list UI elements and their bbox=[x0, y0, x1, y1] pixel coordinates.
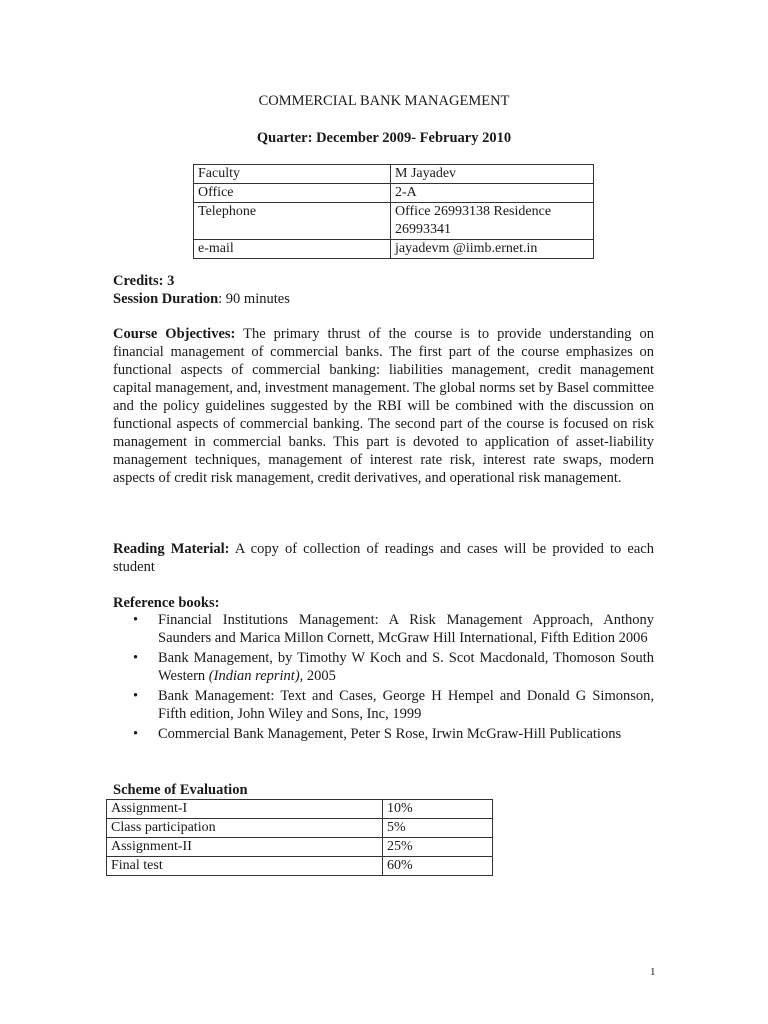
table-cell-label: Telephone bbox=[194, 203, 391, 240]
faculty-info-table bbox=[193, 164, 594, 259]
table-row bbox=[194, 165, 594, 184]
eval-item: Final test bbox=[107, 857, 383, 876]
table-cell-label: e-mail bbox=[194, 240, 391, 259]
table-row bbox=[107, 857, 493, 876]
credits-line: Credits: 3 bbox=[113, 273, 175, 289]
reference-italic-text: (Indian reprint), bbox=[208, 668, 304, 684]
reference-text: Commercial Bank Management, Peter S Rose, Irwin McGraw-Hill Publications bbox=[158, 726, 622, 742]
table-cell-value: Office 26993138 Residence 26993341 bbox=[391, 203, 594, 240]
bullet-icon: • bbox=[133, 688, 139, 704]
quarter-heading: Quarter: December 2009- February 2010 bbox=[256, 130, 512, 146]
scheme-of-evaluation-heading: Scheme of Evaluation bbox=[113, 782, 248, 798]
evaluation-table bbox=[106, 799, 493, 876]
table-row bbox=[107, 800, 493, 819]
table-cell-value: M Jayadev bbox=[391, 165, 594, 184]
reading-material-text: A copy of collection of readings and cases will be provided to each student bbox=[113, 541, 654, 575]
course-objectives-text: The primary thrust of the course is to provide understanding on financial management of commercial banks. The first part of the course emphasizes on functional aspects of commercial banking: liabilities management, credit management capital management, and, investment management. The global norms set by Basel committee and the policy guidelines suggested by the RBI will be combined with the discussion on functional aspects of commercial banking. The second part of the course is focused on risk management in commercial banks. This part is devoted to application of asset-liability management techniques, management of interest rate risk, interest rate swaps, modern aspects of credit risk management, credit derivatives, and operational risk management. bbox=[113, 326, 654, 486]
page-number: 1 bbox=[650, 966, 656, 978]
reference-text: Financial Institutions Management: A Risk Management Approach, Anthony Saunders and Marica Millon Cornett, McGraw Hill International, Fifth Edition 2006 bbox=[158, 612, 654, 646]
eval-item: Class participation bbox=[107, 819, 383, 838]
table-cell-value: jayadevm @iimb.ernet.in bbox=[391, 240, 594, 259]
reference-text: Bank Management: Text and Cases, George H Hempel and Donald G Simonson, Fifth edition, John Wiley and Sons, Inc, 1999 bbox=[158, 688, 654, 722]
eval-item: Assignment-I bbox=[107, 800, 383, 819]
session-duration-value: : 90 minutes bbox=[218, 291, 290, 307]
bullet-icon: • bbox=[133, 612, 139, 628]
table-row bbox=[194, 184, 594, 203]
session-duration-label: Session Duration bbox=[113, 291, 219, 307]
table-cell-value: 2-A bbox=[391, 184, 594, 203]
table-row bbox=[107, 838, 493, 857]
list-item bbox=[113, 611, 654, 647]
eval-weight: 25% bbox=[383, 838, 493, 857]
eval-weight: 10% bbox=[383, 800, 493, 819]
eval-weight: 5% bbox=[383, 819, 493, 838]
session-duration-line bbox=[113, 290, 290, 308]
table-cell-label: Office bbox=[194, 184, 391, 203]
reading-material-label: Reading Material: bbox=[113, 541, 230, 557]
reading-material-paragraph bbox=[113, 540, 654, 576]
reference-text-end: 2005 bbox=[303, 668, 336, 684]
eval-item: Assignment-II bbox=[107, 838, 383, 857]
list-item bbox=[113, 687, 654, 723]
table-row bbox=[194, 203, 594, 240]
list-item bbox=[113, 649, 654, 685]
table-row bbox=[194, 240, 594, 259]
reference-text: Bank Management, by Timothy W Koch and S. Scot Macdonald, Thomoson South Western bbox=[158, 650, 654, 684]
list-item bbox=[113, 725, 654, 743]
course-objectives-paragraph bbox=[113, 325, 654, 487]
reference-books-heading: Reference books: bbox=[113, 595, 220, 611]
table-row bbox=[107, 819, 493, 838]
bullet-icon: • bbox=[133, 726, 139, 742]
document-title: COMMERCIAL BANK MANAGEMENT bbox=[258, 93, 510, 109]
course-objectives-label: Course Objectives: bbox=[113, 326, 236, 342]
table-cell-label: Faculty bbox=[194, 165, 391, 184]
eval-weight: 60% bbox=[383, 857, 493, 876]
bullet-icon: • bbox=[133, 650, 139, 666]
reference-books-list bbox=[113, 611, 654, 745]
